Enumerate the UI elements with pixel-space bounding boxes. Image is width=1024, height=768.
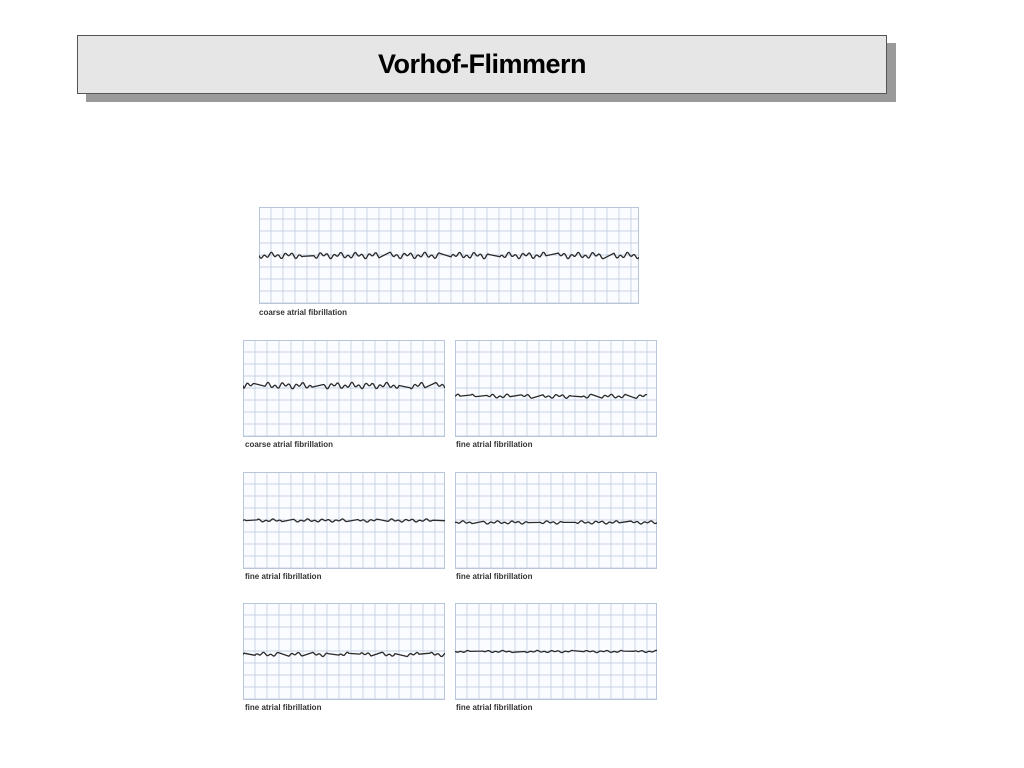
ecg-border xyxy=(244,341,445,437)
ecg-strip-5 xyxy=(455,472,657,569)
ecg-strip-graphic xyxy=(243,340,445,437)
caption-4: fine atrial fibrillation xyxy=(245,572,322,581)
ecg-trace xyxy=(243,652,445,656)
ecg-strip-graphic xyxy=(243,472,445,569)
ecg-border xyxy=(456,341,657,437)
caption-2: coarse atrial fibrillation xyxy=(245,440,334,449)
caption-6: fine atrial fibrillation xyxy=(245,703,322,712)
ecg-border xyxy=(456,473,657,569)
ecg-strip-graphic xyxy=(455,603,657,700)
ecg-strip-2 xyxy=(243,340,445,437)
caption-3: fine atrial fibrillation xyxy=(456,440,533,449)
caption-5: fine atrial fibrillation xyxy=(456,572,533,581)
ecg-trace xyxy=(259,252,639,259)
ecg-border xyxy=(244,604,445,700)
slide-title: Vorhof-Flimmern xyxy=(378,49,586,79)
ecg-grid xyxy=(455,472,657,569)
caption-7: fine atrial fibrillation xyxy=(456,703,533,712)
ecg-strip-7 xyxy=(455,603,657,700)
ecg-strip-graphic xyxy=(455,340,657,437)
ecg-strip-4 xyxy=(243,472,445,569)
ecg-grid xyxy=(259,207,639,304)
ecg-strip-graphic xyxy=(455,472,657,569)
ecg-grid xyxy=(243,603,445,700)
title-box xyxy=(77,35,887,94)
ecg-strip-graphic xyxy=(259,207,639,304)
ecg-grid xyxy=(455,340,657,437)
caption-1: coarse atrial fibrillation xyxy=(259,308,348,317)
ecg-strip-3 xyxy=(455,340,657,437)
ecg-strip-graphic xyxy=(243,603,445,700)
ecg-strip-1 xyxy=(259,207,639,304)
ecg-trace xyxy=(243,519,445,522)
ecg-border xyxy=(260,208,639,304)
ecg-grid xyxy=(243,340,445,437)
ecg-trace xyxy=(455,521,657,524)
ecg-strip-6 xyxy=(243,603,445,700)
